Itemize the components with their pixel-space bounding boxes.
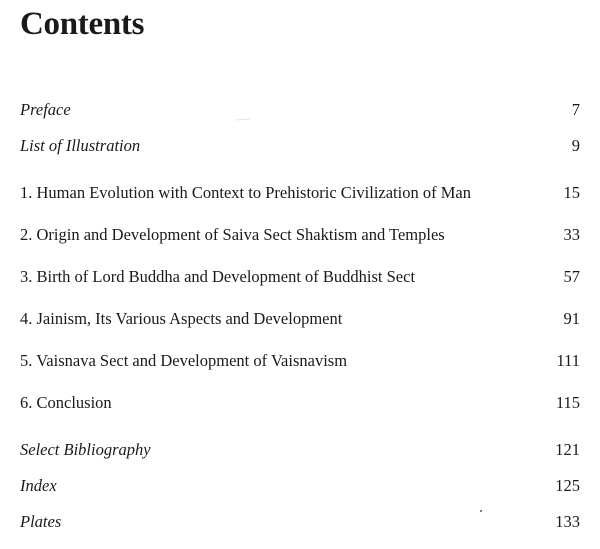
toc-entry-title: Preface <box>20 100 71 119</box>
toc-entry-preface[interactable] <box>20 98 580 122</box>
toc-page-number: 15 <box>563 183 580 202</box>
toc-page-number: 57 <box>563 267 580 286</box>
toc-entry-title: Index <box>20 476 57 495</box>
toc-page-number: 9 <box>571 136 580 155</box>
toc-page-number: 133 <box>555 512 580 531</box>
toc-entry-title: 1. Human Evolution with Context to Prehistoric Civilization of Man <box>20 183 471 202</box>
toc-page-number: 7 <box>571 100 580 119</box>
toc-entry-chapter-5[interactable] <box>20 349 580 373</box>
toc-entry-list-of-illustration[interactable] <box>20 134 580 158</box>
toc-page-number: 111 <box>556 351 580 370</box>
toc-entry-index[interactable] <box>20 474 580 498</box>
toc-entry-title: 2. Origin and Development of Saiva Sect Shaktism and Temples <box>20 225 445 244</box>
toc-entry-title: Plates <box>20 512 62 531</box>
toc-entry-select-bibliography[interactable] <box>20 438 580 462</box>
toc-entry-title: 3. Birth of Lord Buddha and Development of Buddhist Sect <box>20 267 416 286</box>
toc-entry-title: 4. Jainism, Its Various Aspects and Development <box>20 309 343 328</box>
toc-entry-chapter-4[interactable] <box>20 307 580 331</box>
toc-page-number: 115 <box>555 393 580 412</box>
toc-entry-chapter-3[interactable] <box>20 265 580 289</box>
toc-entry-chapter-1[interactable] <box>20 181 580 205</box>
toc-entry-title: Select Bibliography <box>20 440 151 459</box>
toc-entry-title: 6. Conclusion <box>20 393 112 412</box>
toc-page-number: 125 <box>555 476 580 495</box>
toc-entry-chapter-2[interactable] <box>20 223 580 247</box>
toc-page-number: 33 <box>563 225 580 244</box>
toc-entry-title: List of Illustration <box>20 136 141 155</box>
toc-entry-title: 5. Vaisnava Sect and Development of Vaisnavism <box>20 351 348 370</box>
toc-page-number: 91 <box>563 309 580 328</box>
contents-heading: Contents <box>20 6 145 42</box>
toc-entry-chapter-6[interactable] <box>20 391 580 415</box>
toc-entry-plates[interactable] <box>20 510 580 534</box>
toc-page-number: 121 <box>555 440 580 459</box>
